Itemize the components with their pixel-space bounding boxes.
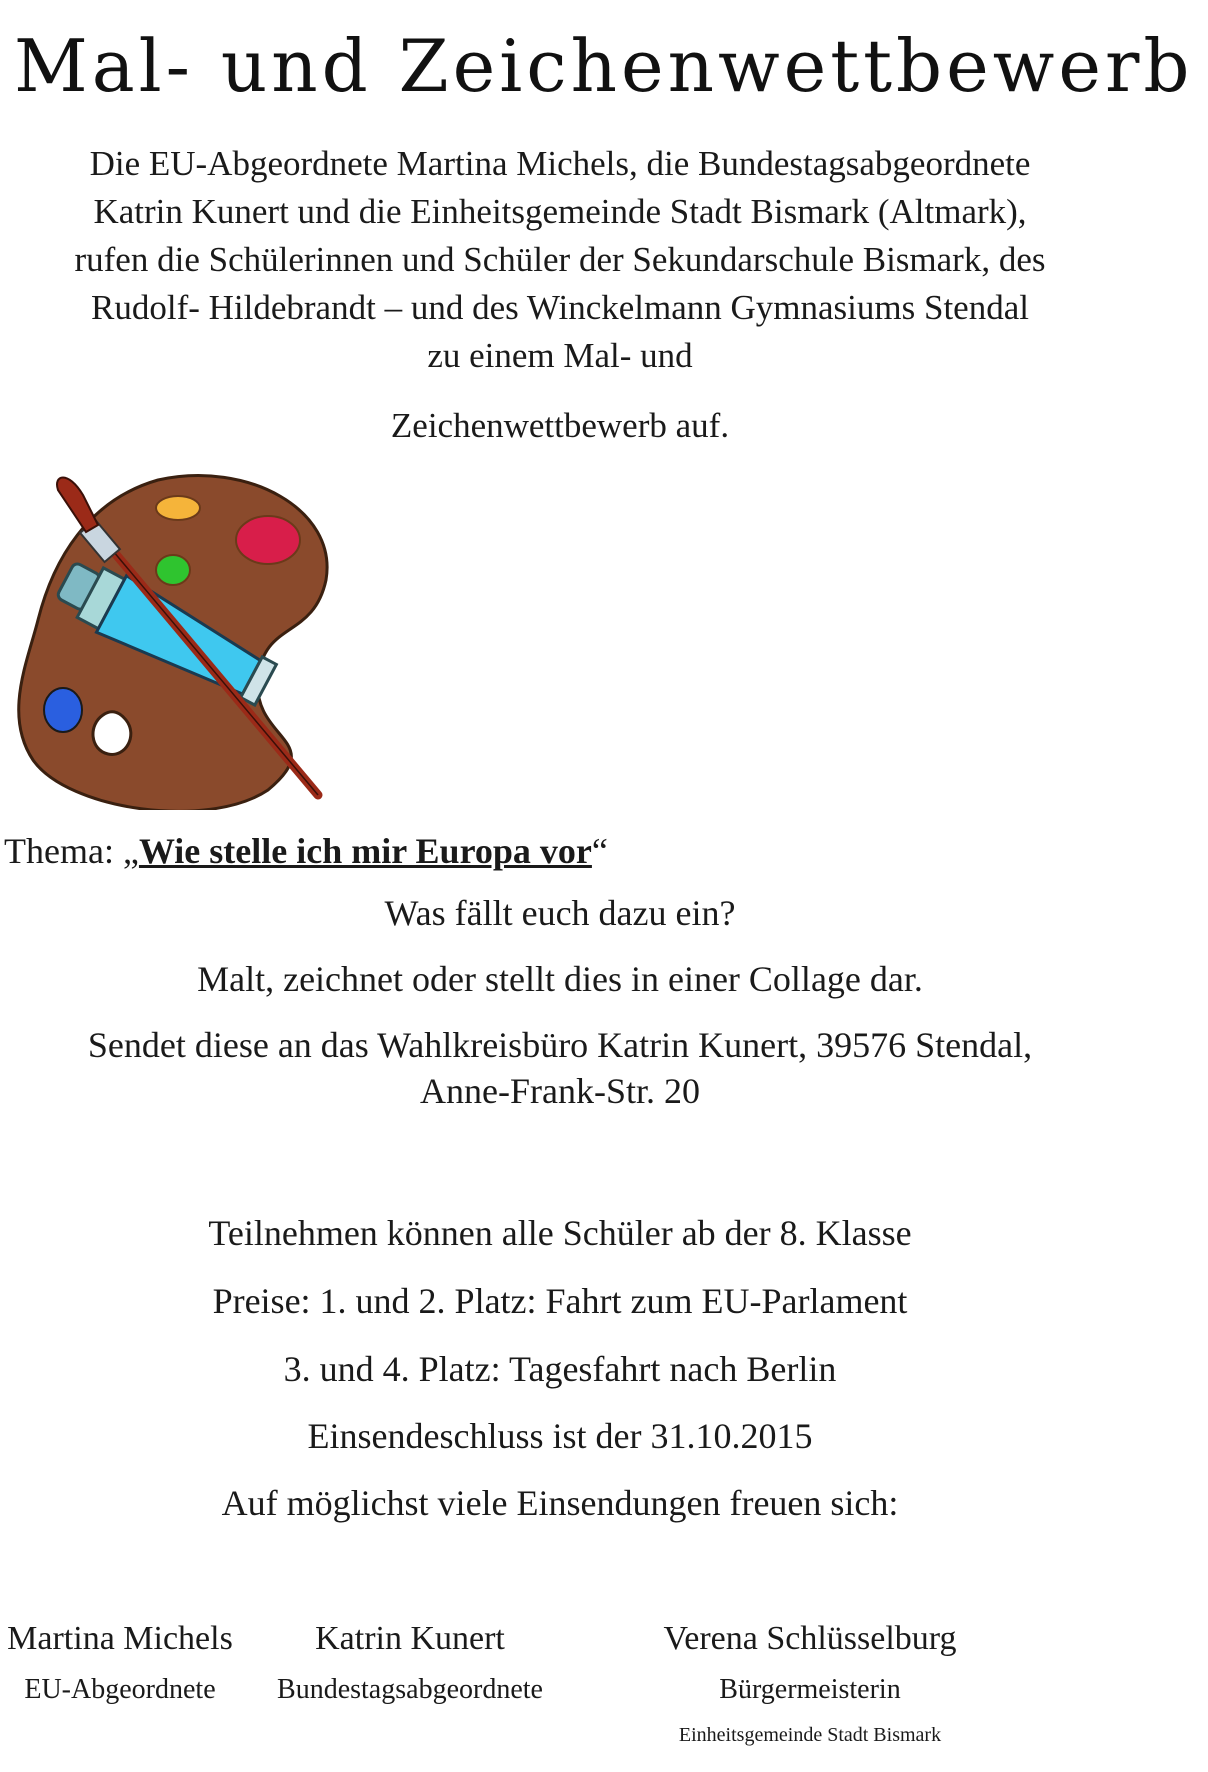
- blue-paint-blob: [44, 688, 82, 732]
- signature-name: Martina Michels: [7, 1620, 233, 1657]
- signature-michels: [0, 1620, 240, 1706]
- signature-org: Einheitsgemeinde Stadt Bismark: [678, 1724, 942, 1746]
- intro-line: Rudolf- Hildebrandt – und des Winckelmann Gymnasiums Stendal: [91, 288, 1029, 327]
- theme-topic: Wie stelle ich mir Europa vor: [138, 831, 592, 871]
- deadline-line: Einsendeschluss ist der 31.10.2015: [307, 1416, 813, 1456]
- yellow-paint-blob: [156, 496, 200, 520]
- theme-line: [4, 830, 608, 872]
- intro-line: Katrin Kunert und die Einheitsgemeinde Stadt Bismark (Altmark),: [93, 192, 1027, 231]
- signature-role: Bürgermeisterin: [719, 1674, 901, 1705]
- intro-line: zu einem Mal- und: [427, 336, 693, 375]
- participants-line: Teilnehmen können alle Schüler ab der 8. Klasse: [208, 1213, 912, 1253]
- closing-line: Auf möglichst viele Einsendungen freuen sich:: [221, 1483, 899, 1523]
- green-paint-blob: [156, 555, 190, 585]
- page-title: Mal- und Zeichenwettbewerb: [14, 24, 1194, 108]
- signature-role: EU-Abgeordnete: [24, 1674, 216, 1705]
- signature-name: Verena Schlüsselburg: [663, 1620, 957, 1657]
- signature-kunert: [260, 1620, 560, 1706]
- prizes-line-2: 3. und 4. Platz: Tagesfahrt nach Berlin: [283, 1349, 837, 1389]
- intro-line: Die EU-Abgeordnete Martina Michels, die Bundestagsabgeordnete: [89, 144, 1031, 183]
- red-paint-blob: [236, 516, 300, 564]
- theme-label: Thema: „: [4, 831, 139, 871]
- intro-paragraph: [0, 140, 1120, 450]
- prizes-line-1: Preise: 1. und 2. Platz: Fahrt zum EU-Parlament: [212, 1281, 908, 1321]
- send-street-line: Anne-Frank-Str. 20: [420, 1071, 700, 1111]
- intro-line-last: Zeichenwettbewerb auf.: [390, 406, 730, 445]
- paint-palette-illustration: [8, 470, 338, 810]
- signature-role: Bundestagsabgeordnete: [277, 1674, 543, 1705]
- send-address-line: Sendet diese an das Wahlkreisbüro Katrin Kunert, 39576 Stendal,: [87, 1025, 1033, 1065]
- intro-line: rufen die Schülerinnen und Schüler der Sekundarschule Bismark, des: [74, 240, 1046, 279]
- signature-name: Katrin Kunert: [315, 1620, 505, 1657]
- question-line: Was fällt euch dazu ein?: [384, 893, 736, 933]
- theme-close-quote: “: [591, 831, 608, 871]
- signature-schluesselburg: [640, 1620, 980, 1747]
- instruction-line: Malt, zeichnet oder stellt dies in einer Collage dar.: [197, 959, 923, 999]
